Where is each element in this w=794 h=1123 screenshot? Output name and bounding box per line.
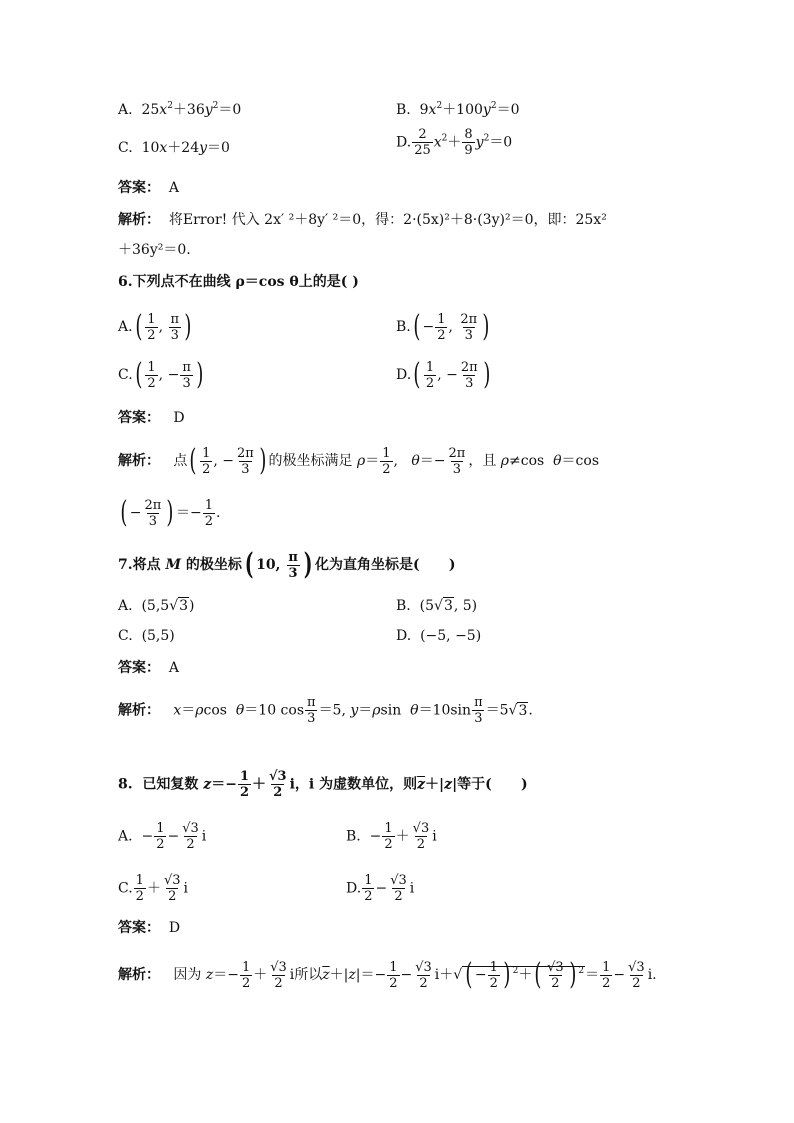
q8-analysis: 解析： 因为 z＝− $\frac{1}{2}$ ＋ $\frac{√3}{2}$ i所以$\overline{z}+|z|=-$ $\frac{1}{2}$ − $\frac{√3}{2}$ i＋√ ( − $\frac{1}{2}$ ) $^2$＋( $\frac{√3}{2}$ ) $^2$＝ $\frac{1}{2}$ − $\frac{√3}{2}$ i. — [118, 957, 657, 992]
q8-option-b: B. − $\frac{1}{2}$ ＋ $\frac{√3}{2}$ i — [346, 821, 437, 852]
q5-option-a: A. $25x^2+36y^2=0$ — [118, 101, 242, 118]
q7-option-c: C. (5,5) — [118, 628, 175, 644]
q7-option-b: B. (5√3, 5) — [396, 598, 478, 614]
q5-option-c: C. 10x＋24y＝0 — [118, 140, 230, 156]
q6-option-a: A.( $\frac{1}{2}$ , $\frac{\pi}{3}$ ) — [118, 309, 192, 344]
q8-stem: 8. 已知复数 z＝− $\frac{1}{2}$ ＋ $\frac{√3}{2}$ i，i 为虚数单位，则$\overline{z}+|z|$等于( ) — [118, 769, 528, 800]
q5-analysis-line1: 解析： 将Error! 代入 2x′ ²＋8y′ ²＝0，得：2·(5x)²＋8·(3y)²＝0，即：25x² — [118, 212, 607, 228]
q6-answer: 答案： D — [118, 410, 185, 426]
q7-stem: 7.将点 M 的极坐标( 10, $\frac{\pi}{3}$ ) 化为直角坐标是( ) — [118, 547, 456, 582]
q7-answer: 答案： A — [118, 660, 180, 676]
q8-answer: 答案： D — [118, 920, 181, 936]
q5-option-d: D. $\frac{2}{25}$ $x^2+$ $\frac{8}{9}$ $y^2=0$ — [396, 127, 513, 158]
q6-option-b: B.( − $\frac{1}{2}$ , $\frac{2\pi}{3}$ ) — [396, 309, 490, 344]
q5-analysis-line2: ＋36y²＝0. — [118, 242, 191, 258]
q6-option-c: C.( $\frac{1}{2}$ , − $\frac{\pi}{3}$ ) — [118, 357, 204, 392]
q7-option-a: A. (5,5√3) — [118, 598, 195, 614]
q8-option-c: C. $\frac{1}{2}$ ＋ $\frac{√3}{2}$ i — [118, 873, 188, 904]
q7-analysis: 解析： x＝ρcos θ＝10 cos $\frac{\pi}{3}$ ＝5, y＝ρsin θ＝10sin $\frac{\pi}{3}$ ＝5√3. — [118, 695, 533, 726]
q5-answer: 答案： A — [118, 180, 180, 196]
q8-option-d: D. $\frac{1}{2}$ − $\frac{√3}{2}$ i — [346, 873, 415, 904]
q6-analysis-cont: ( − $\frac{2\pi}{3}$ ) ＝− $\frac{1}{2}$ . — [120, 495, 221, 530]
q6-option-d: D.( $\frac{1}{2}$ , − $\frac{2\pi}{3}$ ) — [396, 357, 491, 392]
q8-option-a: A. − $\frac{1}{2}$ − $\frac{√3}{2}$ i — [118, 821, 207, 852]
q5-option-b: B. $9x^2+100y^2=0$ — [396, 101, 520, 118]
q6-stem: 6.下列点不在曲线 ρ＝cos θ上的是( ) — [118, 274, 359, 290]
q6-analysis: 解析： 点( $\frac{1}{2}$ , − $\frac{2\pi}{3}$ ) 的极坐标满足 ρ＝ $\frac{1}{2}$ , θ＝− $\frac{2\pi}{3}$ ，且 ρ≠cos θ＝cos — [118, 443, 600, 478]
q7-option-d: D. (−5, −5) — [396, 628, 482, 644]
